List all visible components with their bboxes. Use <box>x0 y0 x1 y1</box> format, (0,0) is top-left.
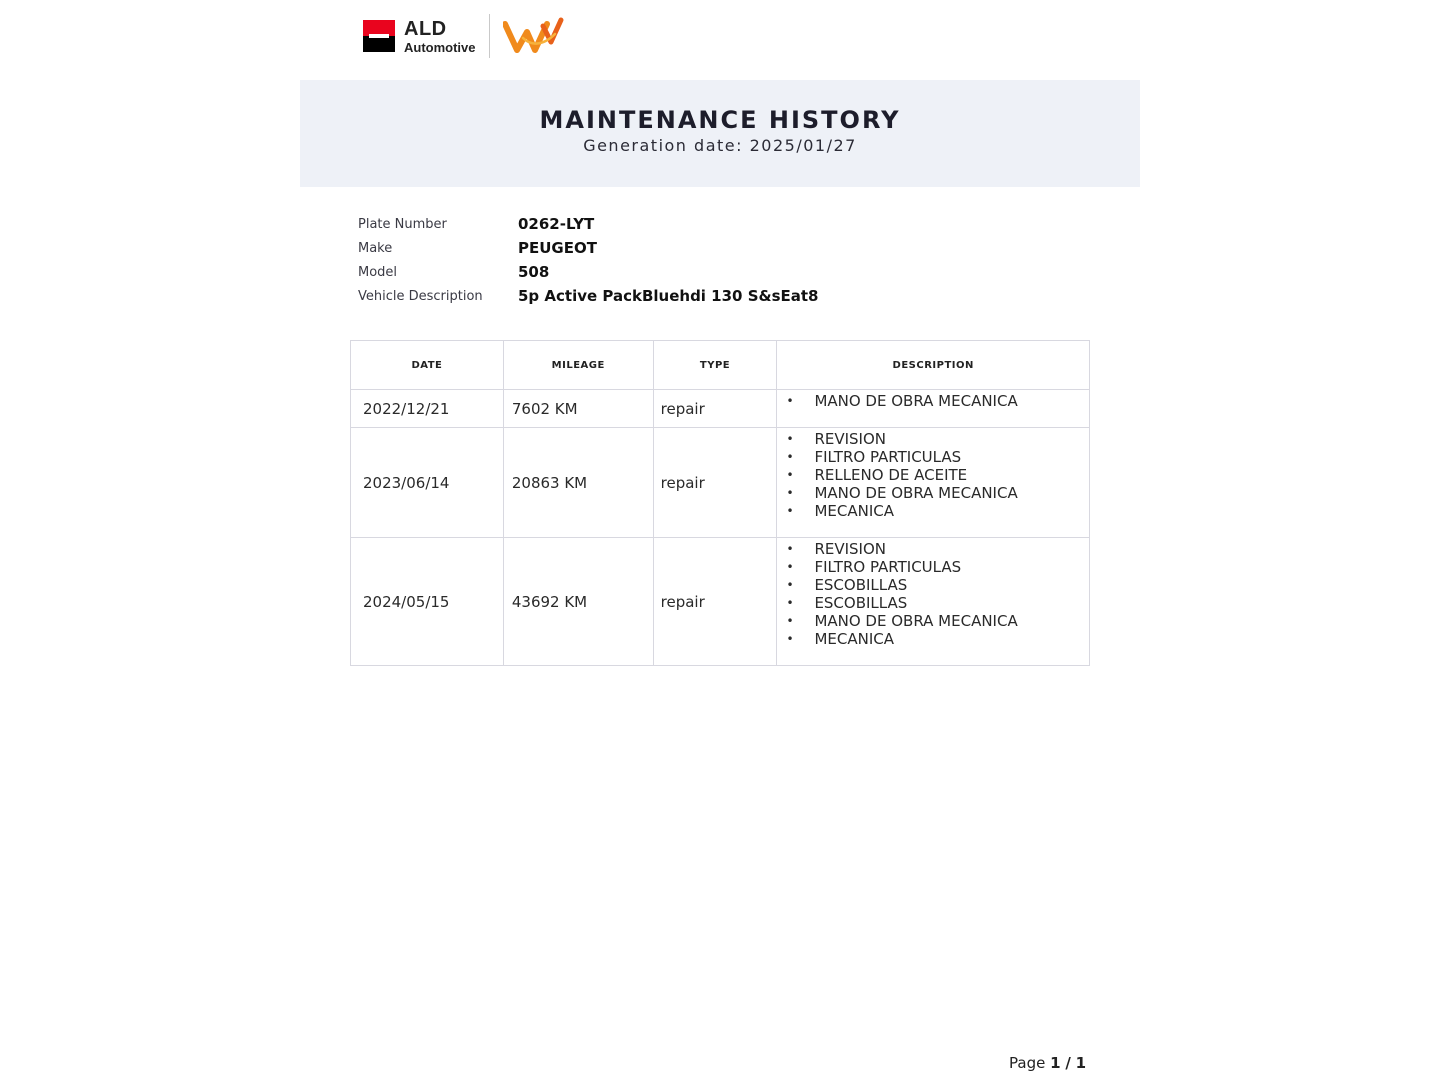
cell-description <box>777 390 1090 428</box>
cell-date: 2024/05/15 <box>351 538 504 666</box>
list-item: • ESCOBILLAS <box>777 594 1089 612</box>
list-item: • MANO DE OBRA MECANICA <box>777 484 1089 502</box>
page-current: 1 <box>1050 1054 1061 1072</box>
plate-value: 0262-LYT <box>518 215 595 233</box>
generation-date-value: 2025/01/27 <box>749 136 857 155</box>
header-logos <box>363 12 565 60</box>
page-title: MAINTENANCE HISTORY <box>539 106 901 134</box>
cell-type: repair <box>653 428 777 538</box>
cell-type: repair <box>653 538 777 666</box>
header-date: DATE <box>351 341 504 390</box>
cell-type: repair <box>653 390 777 428</box>
make-row <box>358 236 819 260</box>
ald-brand-sub: Automotive <box>404 39 476 55</box>
generation-date-label: Generation date: <box>583 136 743 155</box>
cell-description <box>777 428 1090 538</box>
cell-date: 2022/12/21 <box>351 390 504 428</box>
list-item: • FILTRO PARTICULAS <box>777 558 1089 576</box>
make-label: Make <box>358 240 393 256</box>
ald-brand-name: ALD <box>404 17 447 40</box>
description-list <box>777 540 1089 648</box>
list-item: • MECANICA <box>777 502 1089 520</box>
list-item: • ESCOBILLAS <box>777 576 1089 594</box>
header-type: TYPE <box>653 341 777 390</box>
page-total: 1 <box>1075 1054 1087 1072</box>
plate-label: Plate Number <box>358 216 447 232</box>
list-item: • MANO DE OBRA MECANICA <box>777 392 1089 410</box>
logo-divider <box>489 14 490 58</box>
vehicle-info <box>358 212 819 308</box>
vehicle-description-value: 5p Active PackBluehdi 130 S&sEat8 <box>518 287 819 305</box>
list-item: • FILTRO PARTICULAS <box>777 448 1089 466</box>
table-row <box>351 538 1090 666</box>
model-label: Model <box>358 264 398 280</box>
page-indicator <box>1009 1054 1086 1072</box>
make-value: PEUGEOT <box>518 239 597 257</box>
list-item: • REVISION <box>777 540 1089 558</box>
title-band <box>300 80 1140 187</box>
cell-mileage: 7602 KM <box>503 390 653 428</box>
list-item: • MANO DE OBRA MECANICA <box>777 612 1089 630</box>
model-value: 508 <box>518 263 550 281</box>
header-mileage: MILEAGE <box>503 341 653 390</box>
description-list <box>777 392 1089 410</box>
cell-description <box>777 538 1090 666</box>
ald-logo-mark <box>363 20 395 52</box>
table-row <box>351 390 1090 428</box>
list-item: • RELLENO DE ACEITE <box>777 466 1089 484</box>
table-header-row <box>351 341 1090 390</box>
generation-date-line <box>300 136 1140 155</box>
w-logo-icon <box>503 16 565 56</box>
cell-date: 2023/06/14 <box>351 428 504 538</box>
list-item: • REVISION <box>777 430 1089 448</box>
cell-mileage: 43692 KM <box>503 538 653 666</box>
vehicle-description-row <box>358 284 819 308</box>
maintenance-table <box>350 340 1090 666</box>
header-description: DESCRIPTION <box>777 341 1090 390</box>
description-list <box>777 430 1089 520</box>
model-row <box>358 260 819 284</box>
ald-logo-text <box>404 19 476 54</box>
page-label: Page <box>1009 1054 1046 1072</box>
list-item: • MECANICA <box>777 630 1089 648</box>
cell-mileage: 20863 KM <box>503 428 653 538</box>
page-separator: / <box>1065 1054 1071 1072</box>
vehicle-description-label: Vehicle Description <box>358 288 483 304</box>
plate-row <box>358 212 819 236</box>
table-row <box>351 428 1090 538</box>
